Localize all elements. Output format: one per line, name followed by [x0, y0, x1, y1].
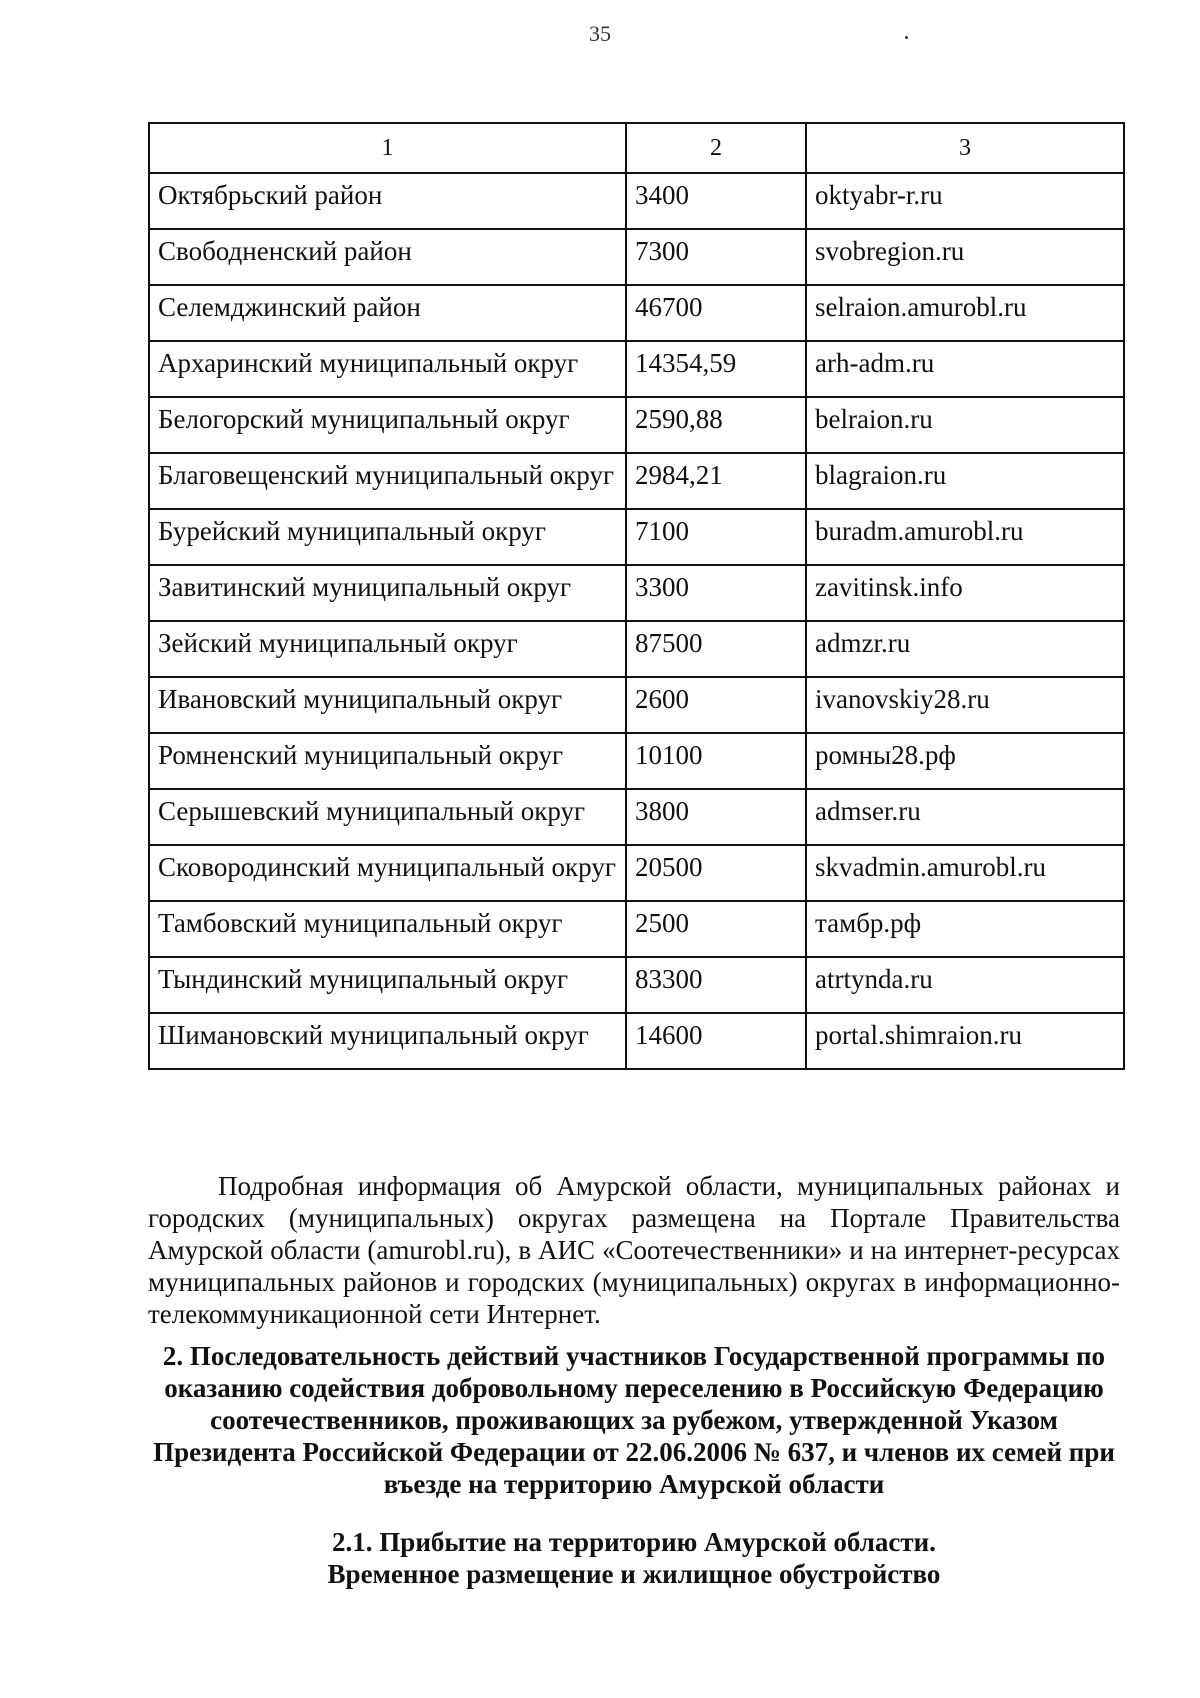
municipality-site: atrtynda.ru: [806, 957, 1124, 1013]
municipality-site: skvadmin.amurobl.ru: [806, 845, 1124, 901]
municipality-name: Благовещенский муниципальный округ: [149, 453, 626, 509]
municipality-site: ромны28.рф: [806, 733, 1124, 789]
municipality-value: 3800: [626, 789, 806, 845]
municipality-name: Завитинский муниципальный округ: [149, 565, 626, 621]
table-row: [149, 733, 1124, 789]
municipality-site: portal.shimraion.ru: [806, 1013, 1124, 1069]
subsection-heading-line-2: Временное размещение и жилищное обустройство: [327, 1559, 941, 1589]
table-row: [149, 677, 1124, 733]
table-row: [149, 1013, 1124, 1069]
municipality-value: 14354,59: [626, 341, 806, 397]
table-row: [149, 397, 1124, 453]
municipality-site: oktyabr-r.ru: [806, 173, 1124, 229]
table-row: [149, 509, 1124, 565]
municipality-site: selraion.amurobl.ru: [806, 285, 1124, 341]
municipality-site: тамбр.рф: [806, 901, 1124, 957]
municipality-name: Зейский муниципальный округ: [149, 621, 626, 677]
municipality-site: belraion.ru: [806, 397, 1124, 453]
municipality-name: Селемджинский район: [149, 285, 626, 341]
municipality-value: 46700: [626, 285, 806, 341]
municipality-value: 2590,88: [626, 397, 806, 453]
municipality-site: admser.ru: [806, 789, 1124, 845]
municipalities-table: [148, 122, 1125, 1070]
table-row: [149, 453, 1124, 509]
municipality-value: 10100: [626, 733, 806, 789]
municipality-name: Тамбовский муниципальный округ: [149, 901, 626, 957]
municipality-name: Ивановский муниципальный округ: [149, 677, 626, 733]
municipality-name: Сковородинский муниципальный округ: [149, 845, 626, 901]
municipality-value: 14600: [626, 1013, 806, 1069]
table-row: [149, 285, 1124, 341]
section-heading: 2. Последовательность действий участников Государственной программы по оказанию содействия добровольному переселению в Российскую Федерацию соотечественников, проживающих за рубежом, утвержденной Указом Президента Российской Федерации от 22.06.2006 № 637, и членов их семей при въезде на территорию Амурской области: [153, 1341, 1115, 1499]
subsection-heading-line-1: 2.1. Прибытие на территорию Амурской области.: [332, 1527, 936, 1557]
municipality-site: svobregion.ru: [806, 229, 1124, 285]
municipality-name: Белогорский муниципальный округ: [149, 397, 626, 453]
municipality-site: arh-adm.ru: [806, 341, 1124, 397]
municipality-value: 2600: [626, 677, 806, 733]
municipality-value: 87500: [626, 621, 806, 677]
municipality-name: Октябрьский район: [149, 173, 626, 229]
municipality-name: Шимановский муниципальный округ: [149, 1013, 626, 1069]
table-row: [149, 621, 1124, 677]
municipality-site: zavitinsk.info: [806, 565, 1124, 621]
table-row: [149, 901, 1124, 957]
table-row: [149, 957, 1124, 1013]
municipality-value: 20500: [626, 845, 806, 901]
column-header-2: 2: [626, 123, 806, 173]
municipality-site: ivanovskiy28.ru: [806, 677, 1124, 733]
info-paragraph: Подробная информация об Амурской области, муниципальных районах и городских (муниципальных) округах размещена на Портале Правительства Амурской области (amurobl.ru), в АИС «Соотечественники» и на интернет-ресурсах муниципальных районов и городских (муниципальных) округах в информационно-телекоммуникационной сети Интернет.: [148, 1171, 1120, 1329]
municipality-value: 7100: [626, 509, 806, 565]
municipality-name: Тындинский муниципальный округ: [149, 957, 626, 1013]
column-header-3: 3: [806, 123, 1124, 173]
page-number: 35: [589, 21, 611, 46]
municipality-name: Свободненский район: [149, 229, 626, 285]
table-row: [149, 845, 1124, 901]
municipality-site: buradm.amurobl.ru: [806, 509, 1124, 565]
table-row: [149, 341, 1124, 397]
municipality-name: Серышевский муниципальный округ: [149, 789, 626, 845]
municipality-name: Ромненский муниципальный округ: [149, 733, 626, 789]
municipality-site: admzr.ru: [806, 621, 1124, 677]
municipality-name: Бурейский муниципальный округ: [149, 509, 626, 565]
table-row: [149, 229, 1124, 285]
municipality-value: 83300: [626, 957, 806, 1013]
municipality-value: 3400: [626, 173, 806, 229]
municipality-value: 3300: [626, 565, 806, 621]
municipality-value: 2500: [626, 901, 806, 957]
municipality-value: 2984,21: [626, 453, 806, 509]
column-header-1: 1: [149, 123, 626, 173]
table-row: [149, 173, 1124, 229]
table-row: [149, 789, 1124, 845]
subsection-heading: [148, 1526, 1120, 1590]
table-header-row: [149, 123, 1124, 173]
scan-speck: [905, 36, 908, 39]
table-row: [149, 565, 1124, 621]
municipality-value: 7300: [626, 229, 806, 285]
municipality-site: blagraion.ru: [806, 453, 1124, 509]
municipality-name: Архаринский муниципальный округ: [149, 341, 626, 397]
